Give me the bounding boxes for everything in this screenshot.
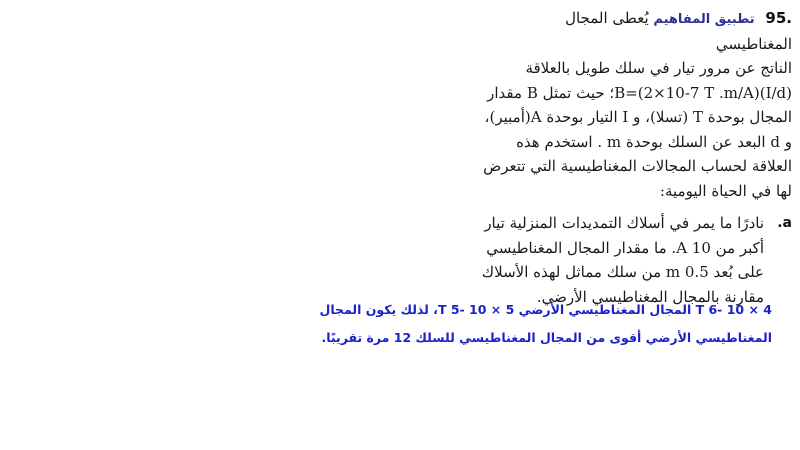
part-a (481, 211, 792, 309)
answer-line: المغناطيسي الأرضي أقوى من المجال المغناطيسي للسلك 12 مرة تقريبًا. (321, 330, 772, 345)
problem-line: الناتج عن مرور تيار في سلك طويل بالعلاقة (525, 59, 792, 77)
part-a-line: نادرًا ما يمر في أسلاك التمديدات المنزلية تيار (484, 214, 764, 232)
part-a-line: مقارنة بالمجال المغناطيسي الأرضي. (536, 287, 764, 306)
answer-block (319, 296, 772, 352)
problem-heading (492, 6, 792, 56)
problem-line: المجال بوحدة T (تسلا)، و I التيار بوحدة A(أمبير)، (484, 108, 792, 126)
part-a-label: a. (777, 215, 792, 231)
problem-line: لها في الحياة اليومية: (659, 181, 792, 200)
part-a-line: على بُعد m 0.5 من سلك مماثل لهذه الأسلاك (481, 263, 764, 281)
problem-line: العلاقة لحساب المجالات المغناطيسية التي تتعرض (483, 157, 792, 175)
problem-intro: يُعطى المجال المغناطيسي (565, 9, 792, 53)
part-a-line: أكبر من A 10. ما مقدار المجال المغناطيسي (486, 238, 764, 257)
part-a-text (482, 211, 764, 309)
answer-line: T 6- 10 × 4 المجال المغناطيسي الأرضي T 5- 10 × 5، لذلك يكون المجال (319, 302, 772, 317)
problem-number: 95. (765, 9, 792, 27)
problem-topic: تطبيق المفاهيم (653, 12, 755, 27)
problem-line: B=(2×10-7 T .m/A)(I/d)؛ حيث تمثل B مقدار (487, 83, 792, 102)
problem-line: و d البعد عن السلك بوحدة m . استخدم هذه (516, 132, 792, 151)
problem-95 (481, 6, 792, 309)
